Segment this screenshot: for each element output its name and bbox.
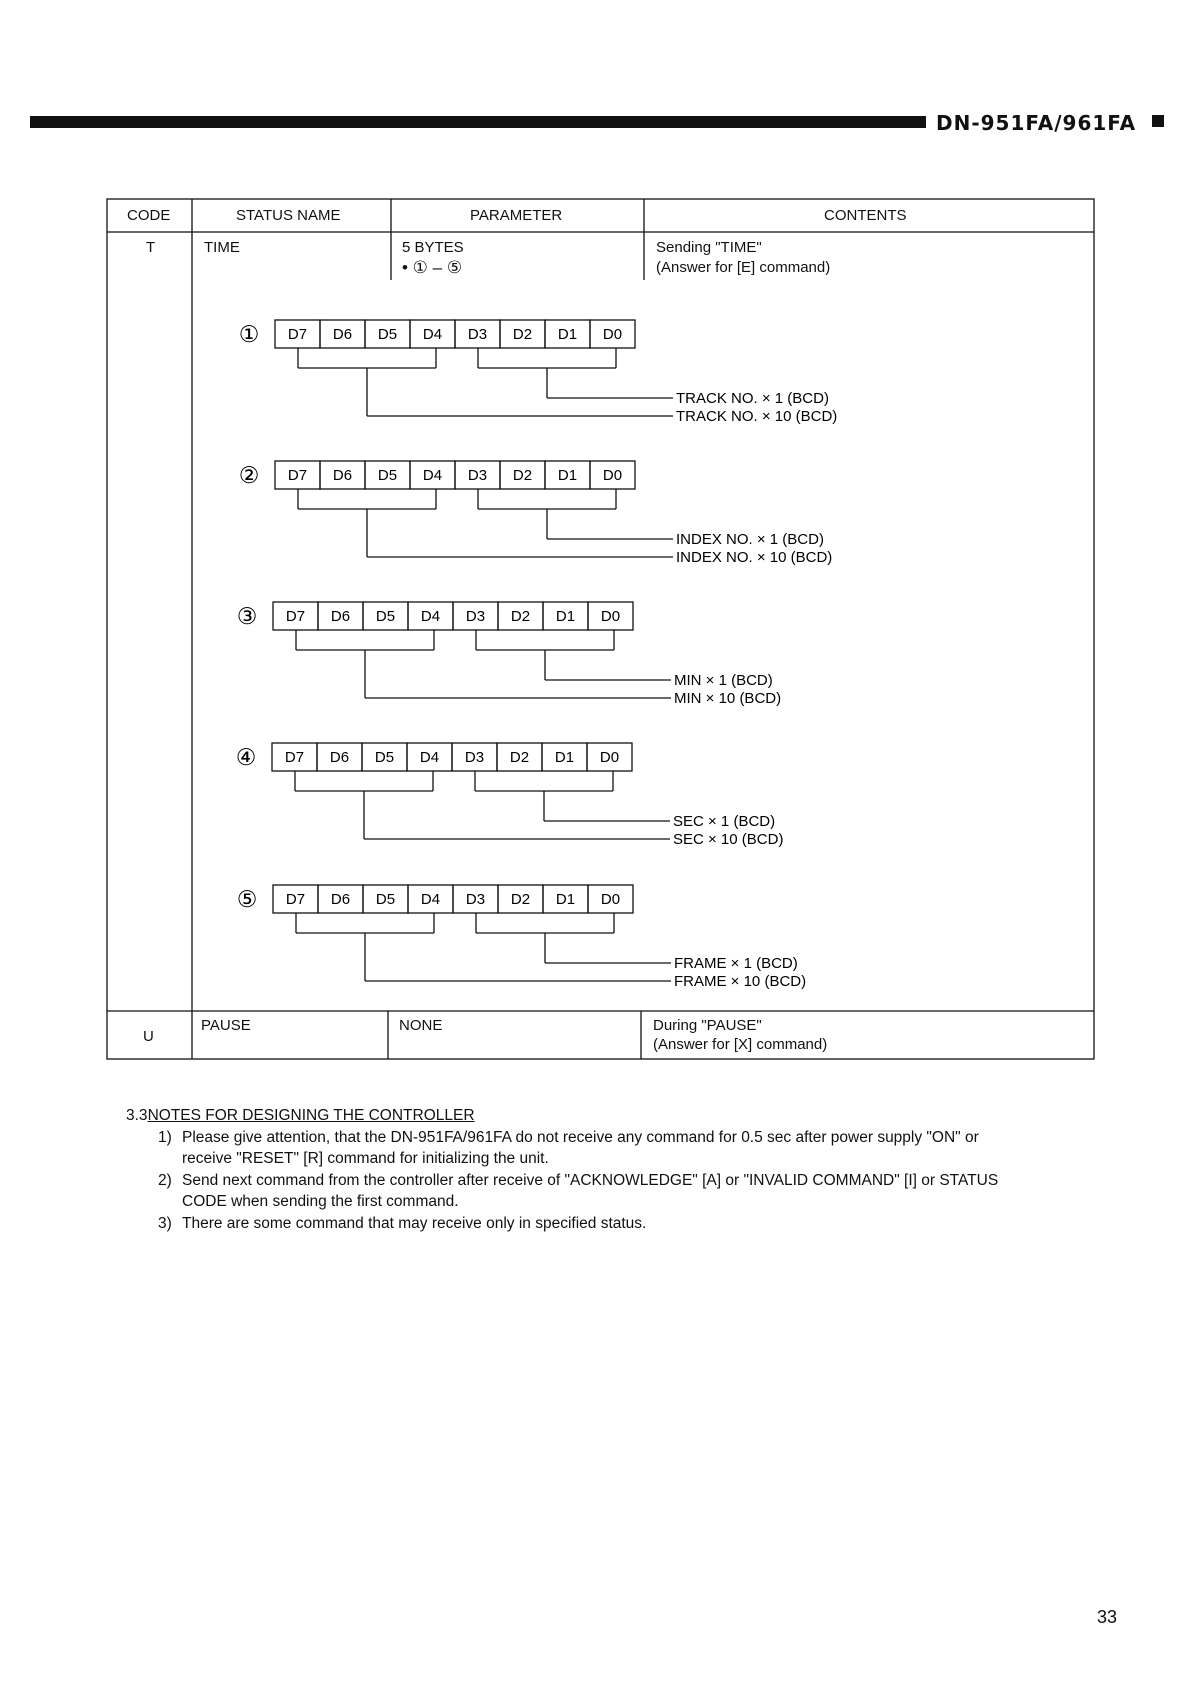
byte-marker: ⑤ [236,886,258,912]
bit-label: D5 [374,749,395,766]
high-nibble-label: INDEX NO. × 10 (BCD) [676,549,833,566]
note-line: CODE when sending the first command. [182,1193,459,1210]
bit-label: D6 [330,608,351,625]
notes-section-number: 3.3 [126,1107,148,1124]
low-nibble-label: FRAME × 1 (BCD) [674,955,798,972]
low-nibble-label: MIN × 1 (BCD) [674,672,773,689]
bit-label: D7 [287,467,308,484]
byte-marker: ② [238,462,260,488]
high-nibble-label: SEC × 10 (BCD) [673,831,784,848]
note-item [126,1170,1092,1212]
col-header-contents: CONTENTS [824,207,907,224]
bit-label: D0 [602,326,623,343]
notes-section [126,1105,1092,1234]
byte-marker: ① [238,321,260,347]
low-nibble-label: SEC × 1 (BCD) [673,813,776,830]
row-u-contents-line2: (Answer for [X] command) [653,1036,828,1053]
bit-label: D4 [420,891,441,908]
bit-label: D7 [284,749,305,766]
bit-label: D5 [377,467,398,484]
bit-label: D0 [602,467,623,484]
col-header-status-name: STATUS NAME [236,207,341,224]
bit-label: D3 [464,749,485,766]
row-u-status-name: PAUSE [201,1017,251,1034]
bit-label: D7 [287,326,308,343]
bit-label: D1 [554,749,575,766]
bit-label: D4 [422,467,443,484]
note-line: receive "RESET" [R] command for initializing the unit. [182,1150,549,1167]
byte-diagram [237,602,781,707]
col-header-code: CODE [127,207,171,224]
byte-diagram [239,320,838,425]
bit-label: D0 [599,749,620,766]
row-u-parameter: NONE [399,1017,443,1034]
high-nibble-label: TRACK NO. × 10 (BCD) [676,408,838,425]
row-t-parameter-bytes: 5 BYTES [402,239,464,256]
col-header-parameter: PARAMETER [470,207,563,224]
note-item [126,1127,1092,1169]
note-number: 2) [158,1172,172,1189]
page-number: 33 [1097,1607,1118,1627]
row-t-contents-line1: Sending "TIME" [656,239,762,256]
byte-marker: ③ [236,603,258,629]
bit-label: D4 [422,326,443,343]
row-u-contents-line1: During "PAUSE" [653,1017,762,1034]
bit-label: D3 [465,608,486,625]
bit-label: D1 [555,891,576,908]
bit-label: D1 [557,326,578,343]
bit-label: D5 [375,608,396,625]
bit-label: D6 [332,467,353,484]
note-line: There are some command that may receive only in specified status. [182,1215,647,1232]
bit-label: D7 [285,608,306,625]
note-number: 3) [158,1215,172,1232]
row-u-code: U [143,1028,154,1045]
bit-label: D2 [509,749,530,766]
bit-label: D5 [375,891,396,908]
bit-label: D3 [467,326,488,343]
row-t-contents-line2: (Answer for [E] command) [656,259,831,276]
bit-label: D5 [377,326,398,343]
bit-label: D2 [510,891,531,908]
model-title: DN-951FA/961FA [936,111,1137,135]
bit-label: D6 [330,891,351,908]
bit-label: D0 [600,891,621,908]
note-line: Send next command from the controller after receive of "ACKNOWLEDGE" [A] or "INVALID COMMAND" [I] or STATUS [182,1172,999,1189]
bit-label: D4 [420,608,441,625]
row-t-code: T [146,239,156,256]
note-line: Please give attention, that the DN-951FA/961FA do not receive any command for 0.5 sec after power supply "ON" or [182,1129,979,1146]
bit-label: D1 [555,608,576,625]
low-nibble-label: TRACK NO. × 1 (BCD) [676,390,829,407]
byte-diagram [237,885,806,990]
bit-label: D2 [510,608,531,625]
bit-label: D2 [512,467,533,484]
bit-label: D6 [329,749,350,766]
high-nibble-label: FRAME × 10 (BCD) [674,973,807,990]
bit-label: D0 [600,608,621,625]
bit-label: D7 [285,891,306,908]
row-t-status-name: TIME [204,239,240,256]
note-number: 1) [158,1129,172,1146]
byte-diagram [239,461,833,566]
bit-label: D3 [467,467,488,484]
bit-label: D1 [557,467,578,484]
bit-label: D4 [419,749,440,766]
note-item [126,1213,1092,1234]
high-nibble-label: MIN × 10 (BCD) [674,690,782,707]
byte-diagram [236,743,784,848]
bit-label: D2 [512,326,533,343]
row-t-parameter-range: • ① – ⑤ [402,258,463,277]
bit-label: D6 [332,326,353,343]
byte-marker: ④ [235,744,257,770]
notes-heading: NOTES FOR DESIGNING THE CONTROLLER [147,1107,475,1124]
notes-title [126,1105,1092,1126]
low-nibble-label: INDEX NO. × 1 (BCD) [676,531,824,548]
bit-label: D3 [465,891,486,908]
